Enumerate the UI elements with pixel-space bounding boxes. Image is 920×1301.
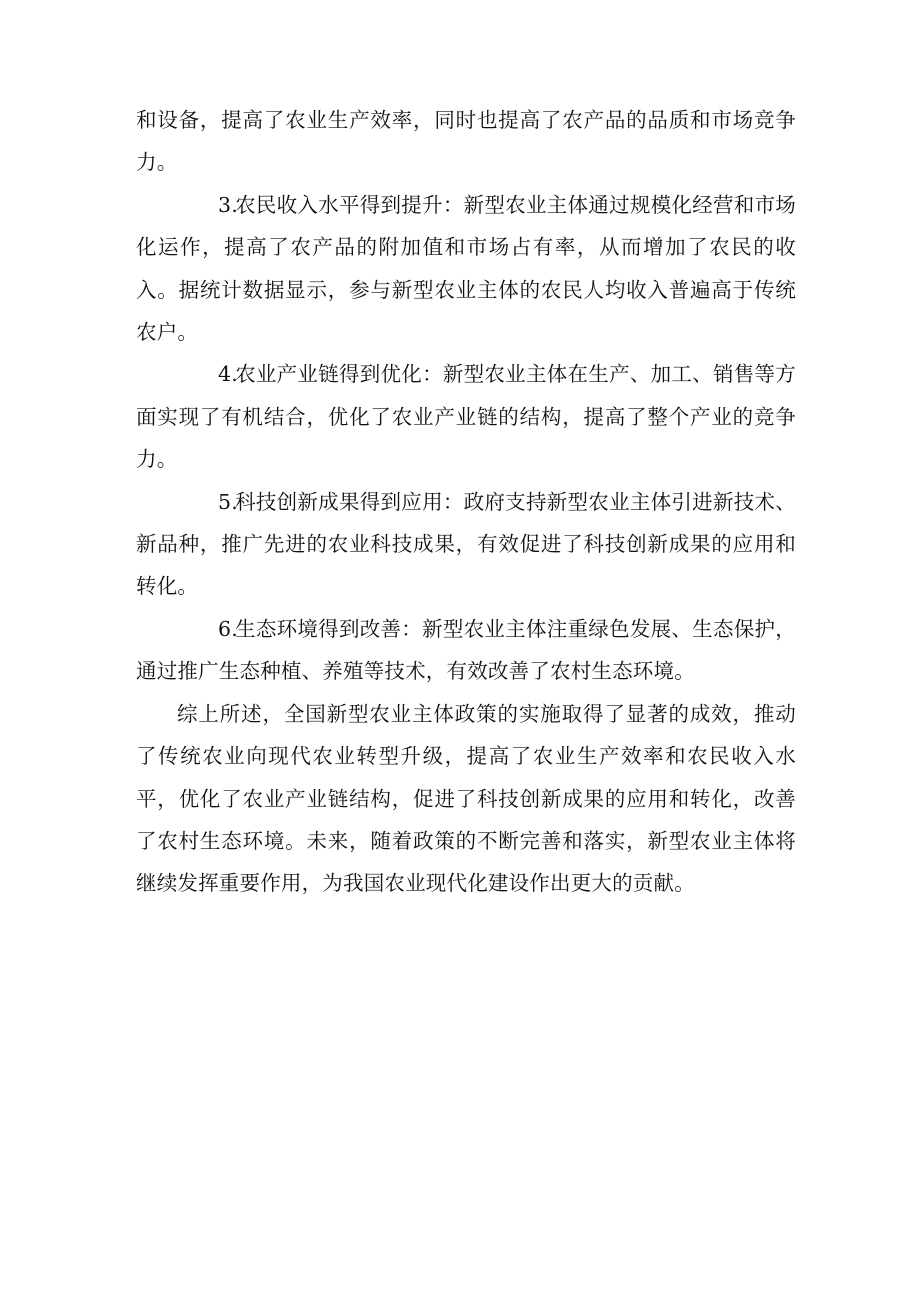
- list-number: 6.: [218, 616, 238, 641]
- paragraph-text: 和设备，提高了农业生产效率，同时也提高了农产品的品质和市场竞争力。: [136, 108, 796, 175]
- list-item-3: [136, 184, 796, 354]
- summary-paragraph: [136, 693, 796, 905]
- paragraph-text: 农业产业链得到优化：新型农业主体在生产、加工、销售等方面实现了有机结合，优化了农业产业链的结构，提高了整个产业的竞争力。: [136, 362, 796, 472]
- paragraph-text: 科技创新成果得到应用：政府支持新型农业主体引进新技术、新品种，推广先进的农业科技成果，有效促进了科技创新成果的应用和转化。: [136, 489, 796, 599]
- list-item-4: [136, 353, 796, 480]
- list-number: 5.: [218, 489, 238, 514]
- paragraph-text: 综上所述，全国新型农业主体政策的实施取得了显著的成效，推动了传统农业向现代农业转型升级，提高了农业生产效率和农民收入水平，优化了农业产业链结构，促进了科技创新成果的应用和转化，改善了农村生态环境。未来，随着政策的不断完善和落实，新型农业主体将继续发挥重要作用，为我国农业现代化建设作出更大的贡献。: [136, 701, 796, 896]
- list-number: 3.: [218, 192, 238, 217]
- list-number: 4.: [218, 362, 238, 387]
- paragraph-text: 生态环境得到改善：新型农业主体注重绿色发展、生态保护，通过推广生态种植、养殖等技术，有效改善了农村生态环境。: [136, 616, 796, 684]
- document-body: [136, 99, 796, 905]
- paragraph-text: 农民收入水平得到提升：新型农业主体通过规模化经营和市场化运作，提高了农产品的附加值和市场占有率，从而增加了农民的收入。据统计数据显示，参与新型农业主体的农民人均收入普遍高于传统农户。: [136, 192, 796, 345]
- paragraph-continuation: [136, 99, 796, 184]
- list-item-5: [136, 481, 796, 608]
- list-item-6: [136, 608, 796, 693]
